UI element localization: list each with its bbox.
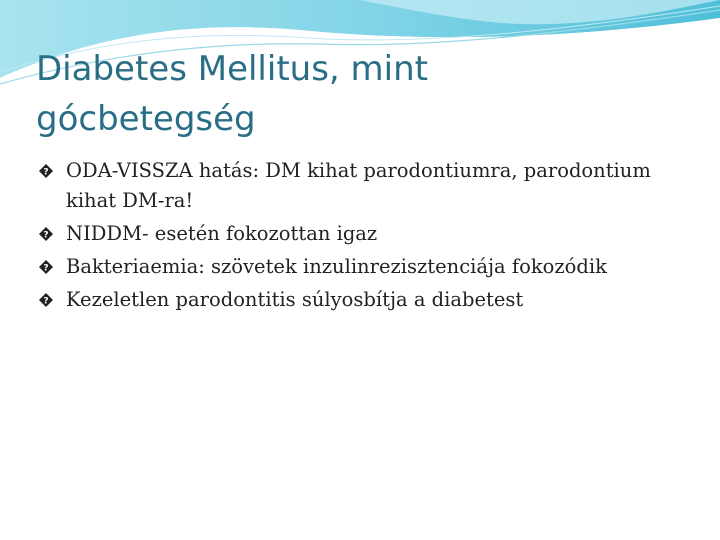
bullet-text: NIDDM- esetén fokozottan igaz bbox=[66, 222, 378, 245]
missing-glyph-bullet-icon bbox=[38, 292, 54, 308]
slide-title bbox=[36, 44, 656, 144]
missing-glyph-bullet-icon bbox=[38, 163, 54, 179]
missing-glyph-bullet-icon bbox=[38, 259, 54, 275]
bullet-item bbox=[38, 219, 678, 249]
slide-title-line-2: gócbetegség bbox=[36, 99, 256, 139]
missing-glyph-bullet-icon bbox=[38, 226, 54, 242]
bullet-text: Kezeletlen parodontitis súlyosbítja a diabetest bbox=[66, 288, 524, 311]
bullet-text: Bakteriaemia: szövetek inzulinrezisztenciája fokozódik bbox=[66, 255, 607, 278]
svg-text:?: ? bbox=[43, 230, 49, 241]
svg-text:?: ? bbox=[43, 296, 49, 307]
bullet-item bbox=[38, 252, 678, 282]
bullet-list bbox=[38, 156, 678, 318]
slide-title-line-1: Diabetes Mellitus, mint bbox=[36, 49, 428, 89]
bullet-text: ODA-VISSZA hatás: DM kihat parodontiumra, parodontium kihat DM-ra! bbox=[66, 159, 651, 212]
svg-text:?: ? bbox=[43, 167, 49, 178]
bullet-item bbox=[38, 156, 678, 216]
svg-text:?: ? bbox=[43, 263, 49, 274]
bullet-item bbox=[38, 285, 678, 315]
